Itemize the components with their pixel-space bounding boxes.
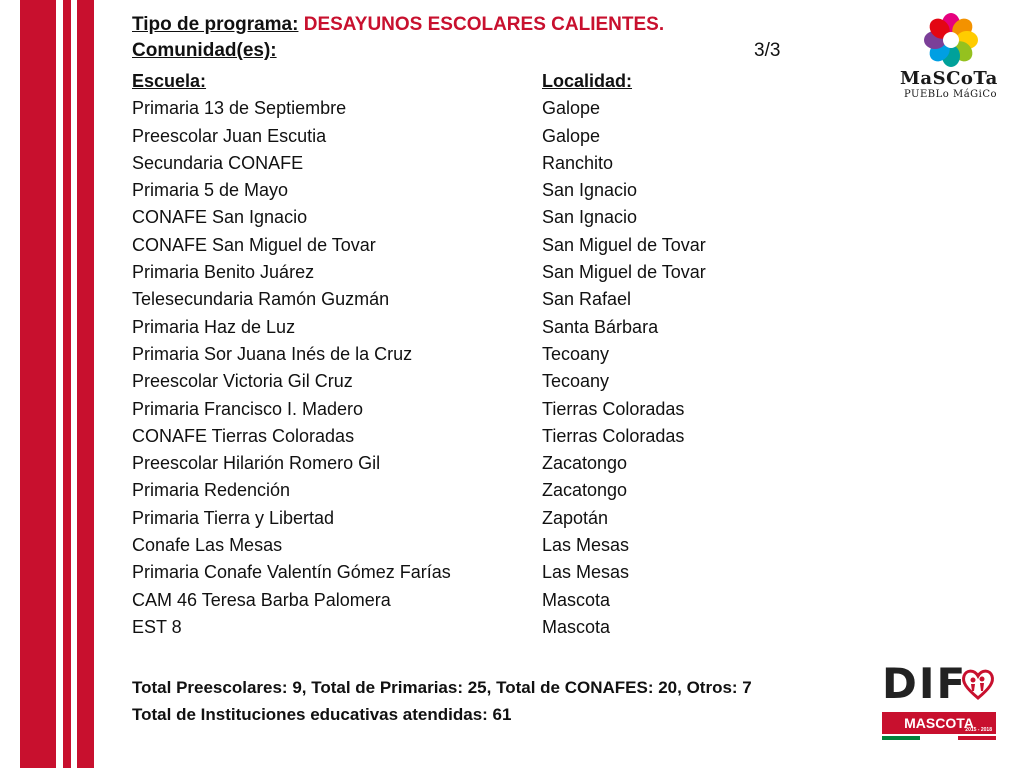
community-line — [132, 38, 852, 64]
table-row — [132, 368, 852, 395]
table-row — [132, 614, 852, 641]
table-row — [132, 286, 852, 313]
stripe-wide — [20, 0, 56, 768]
locality-name: Las Mesas — [542, 535, 630, 556]
decorative-stripes — [0, 0, 100, 768]
table-row — [132, 341, 852, 368]
school-name: Primaria Haz de Luz — [132, 316, 296, 337]
locality-name: Galope — [542, 98, 601, 119]
table-row — [132, 150, 852, 177]
school-name: CAM 46 Teresa Barba Palomera — [132, 589, 391, 610]
school-name: EST 8 — [132, 616, 182, 637]
table-row — [132, 259, 852, 286]
locality-name: Mascota — [542, 616, 611, 637]
locality-name: Ranchito — [542, 152, 614, 173]
program-title — [132, 12, 852, 38]
locality-name: Zacatongo — [542, 453, 628, 474]
table-row — [132, 396, 852, 423]
school-table — [132, 68, 852, 641]
dif-city-label: MASCOTA — [904, 715, 974, 731]
table-row — [132, 314, 852, 341]
stripe-medium — [77, 0, 94, 768]
community-label: Comunidad(es): — [132, 40, 277, 61]
school-name: CONAFE San Ignacio — [132, 207, 308, 228]
school-name: Preescolar Hilarión Romero Gil — [132, 453, 381, 474]
locality-name: San Miguel de Tovar — [542, 234, 706, 255]
table-row — [132, 423, 852, 450]
table-row — [132, 477, 852, 504]
school-name: Telesecundaria Ramón Guzmán — [132, 289, 390, 310]
table-row — [132, 95, 852, 122]
locality-name: San Miguel de Tovar — [542, 262, 706, 283]
totals-line-2: Total de Instituciones educativas atendidas: 61 — [132, 705, 512, 724]
table-row — [132, 232, 852, 259]
locality-name: Mascota — [542, 589, 611, 610]
locality-name: Santa Bárbara — [542, 316, 659, 337]
table-row — [132, 123, 852, 150]
heart-family-icon — [960, 666, 996, 702]
school-name: Primaria Conafe Valentín Gómez Farías — [132, 562, 451, 583]
dif-years: 2015 - 2018 — [965, 727, 992, 733]
locality-name: Galope — [542, 125, 601, 146]
locality-name: Zacatongo — [542, 480, 628, 501]
logo-wordmark: MaSCoTa — [900, 68, 998, 89]
locality-name: Tecoany — [542, 343, 610, 364]
column-header-locality: Localidad: — [542, 71, 633, 91]
school-name: Secundaria CONAFE — [132, 152, 304, 173]
school-name: Primaria Redención — [132, 480, 291, 501]
table-row — [132, 505, 852, 532]
school-name: Preescolar Victoria Gil Cruz — [132, 371, 353, 392]
school-name: CONAFE Tierras Coloradas — [132, 425, 355, 446]
table-row — [132, 559, 852, 586]
locality-name: San Ignacio — [542, 180, 638, 201]
locality-name: San Ignacio — [542, 207, 638, 228]
locality-name: San Rafael — [542, 289, 632, 310]
flower-swirl-icon — [920, 12, 982, 68]
school-name: Primaria Tierra y Libertad — [132, 507, 335, 528]
dif-mascota-logo — [880, 660, 1000, 745]
school-name: Primaria Sor Juana Inés de la Cruz — [132, 343, 413, 364]
school-name: CONAFE San Miguel de Tovar — [132, 234, 376, 255]
table-header — [132, 68, 852, 95]
school-name: Conafe Las Mesas — [132, 535, 283, 556]
stripe-thin — [63, 0, 71, 768]
page-number: 3/3 — [754, 40, 781, 61]
dif-city-bar — [882, 712, 996, 734]
locality-name: Tierras Coloradas — [542, 425, 685, 446]
table-row — [132, 204, 852, 231]
flag-stripe — [882, 736, 996, 740]
school-name: Primaria 5 de Mayo — [132, 180, 289, 201]
column-header-school: Escuela: — [132, 71, 207, 91]
table-row — [132, 587, 852, 614]
logo-tagline: PUEBLo MáGiCo — [904, 89, 998, 100]
table-row — [132, 177, 852, 204]
totals-line-1: Total Preescolares: 9, Total de Primarias: 25, Total de CONAFES: 20, Otros: 7 — [132, 678, 752, 697]
locality-name: Las Mesas — [542, 562, 630, 583]
locality-name: Tierras Coloradas — [542, 398, 685, 419]
slide-content — [132, 12, 852, 641]
table-body — [132, 95, 852, 641]
mascota-pueblo-magico-logo — [898, 12, 1008, 104]
program-label: Tipo de programa: — [132, 14, 299, 35]
table-row — [132, 532, 852, 559]
dif-wordmark: DIF — [882, 659, 968, 708]
school-name: Preescolar Juan Escutia — [132, 125, 327, 146]
table-row — [132, 450, 852, 477]
school-name: Primaria Francisco I. Madero — [132, 398, 364, 419]
program-value: DESAYUNOS ESCOLARES CALIENTES. — [298, 14, 665, 35]
totals-block — [132, 674, 752, 728]
locality-name: Tecoany — [542, 371, 610, 392]
school-name: Primaria Benito Juárez — [132, 262, 315, 283]
school-name: Primaria 13 de Septiembre — [132, 98, 347, 119]
locality-name: Zapotán — [542, 507, 609, 528]
